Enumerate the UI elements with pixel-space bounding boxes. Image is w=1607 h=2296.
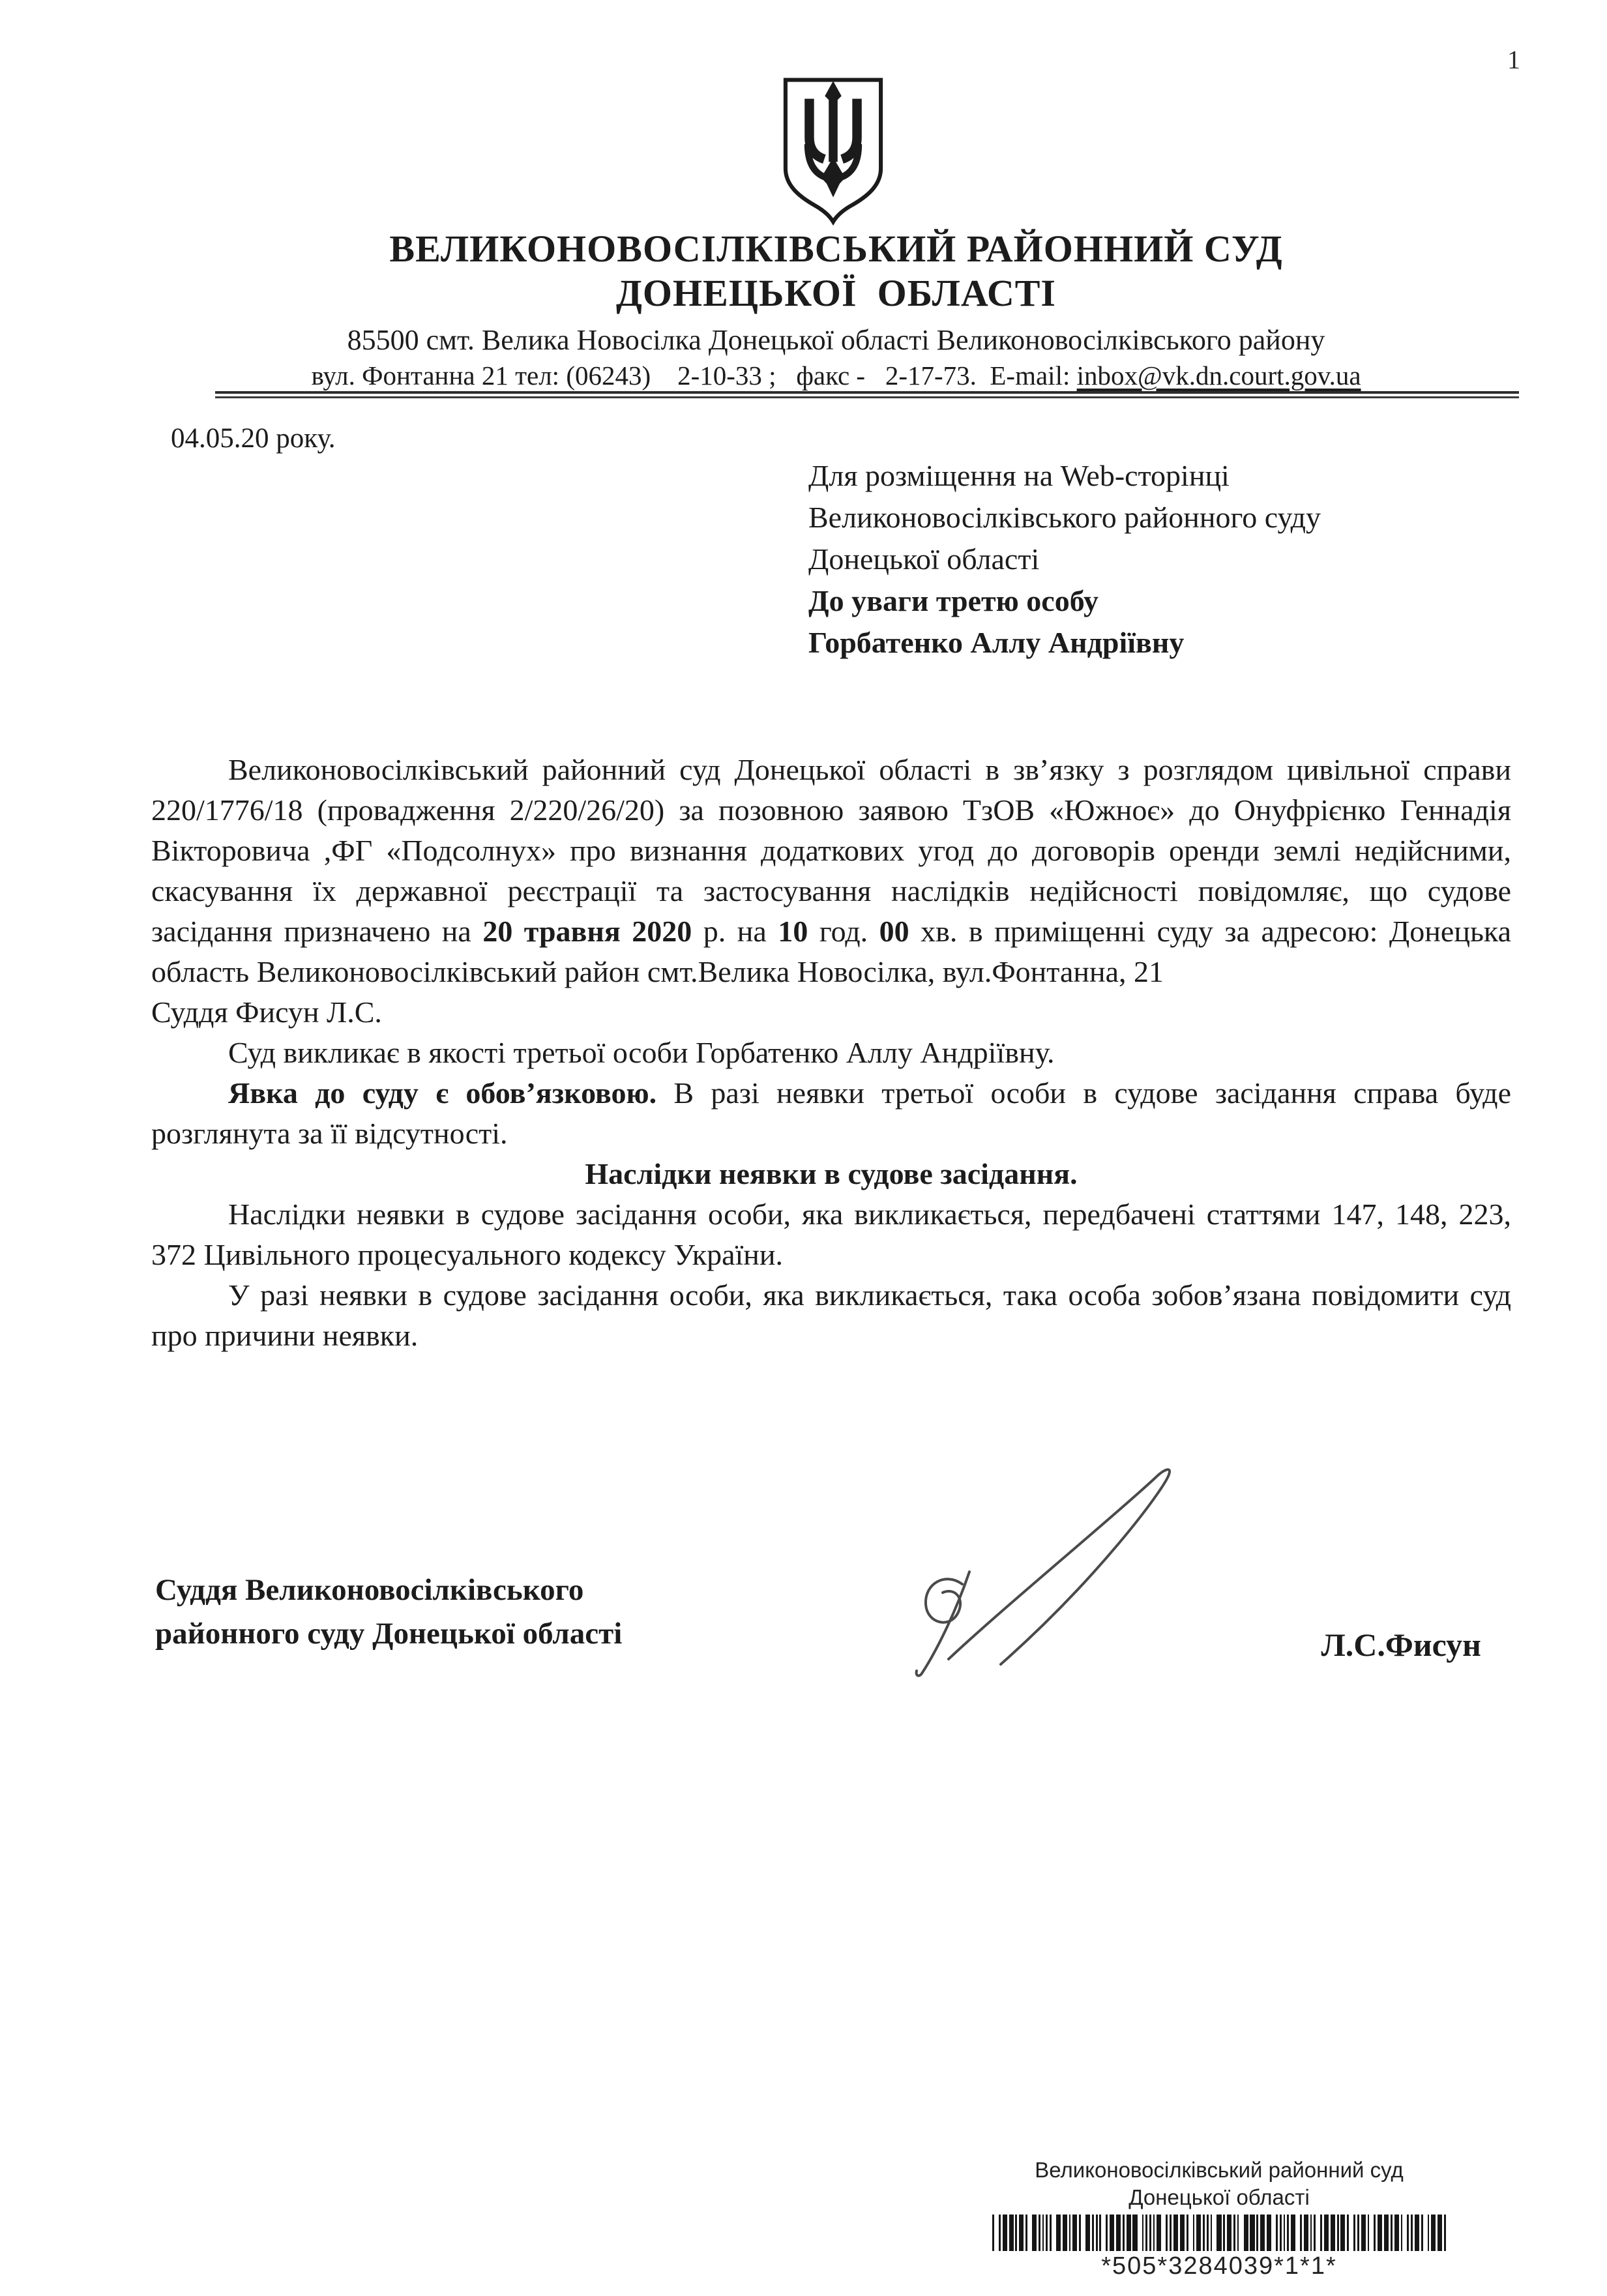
barcode-caption-line1: Великоновосілківський районний суд <box>1035 2158 1404 2182</box>
signature-title-block <box>155 1568 622 1656</box>
court-contacts <box>65 360 1607 391</box>
handwritten-signature <box>900 1444 1239 1679</box>
barcode-value: *505*3284039*1*1* <box>1101 2252 1337 2280</box>
addressee-block <box>808 455 1447 664</box>
body-paragraph-3 <box>151 1073 1511 1154</box>
contacts-text: вул. Фонтанна 21 тел: (06243) 2-10-33 ; факс - 2-17-73. E-mail: <box>311 361 1077 390</box>
ukraine-trident-emblem-icon <box>778 74 889 226</box>
paragraph-run: год. <box>808 915 879 948</box>
section-heading: Наслідки неявки в судове засідання. <box>585 1157 1078 1190</box>
paragraph-run: р. на <box>692 915 778 948</box>
hearing-minute: 00 <box>879 915 909 948</box>
body-paragraph-1 <box>151 750 1511 992</box>
signature-title-line: районного суду Донецької області <box>155 1617 623 1651</box>
signature-title-line: Суддя Великоновосілківського <box>155 1573 584 1607</box>
body-paragraph-2: Суд викликає в якості третьої особи Горбатенко Аллу Андріївну. <box>228 1036 1055 1069</box>
court-email: inbox@vk.dn.court.gov.ua <box>1076 361 1361 390</box>
court-address: 85500 смт. Велика Новосілка Донецької області Великоновосілківського району <box>347 324 1325 356</box>
document-body <box>151 750 1511 1356</box>
body-paragraph-4: Наслідки неявки в судове засідання особи, яка викликається, передбачені статтями 147, 148, 223, 372 Цивільного процесуального кодексу України. <box>151 1198 1511 1271</box>
addressee-line: Донецької області <box>808 542 1040 576</box>
body-paragraph-5: У разі неявки в судове засідання особи, яка викликається, така особа зобов’язана повідомити суд про причини неявки. <box>151 1278 1511 1352</box>
court-name-line1: ВЕЛИКОНОВОСІЛКІВСЬКИЙ РАЙОННИЙ СУД <box>389 228 1283 270</box>
barcode <box>992 2215 1446 2251</box>
header-divider <box>215 391 1519 398</box>
page-number: 1 <box>1507 45 1520 74</box>
attention-line: До уваги третю особу <box>808 584 1098 617</box>
judge-name: Л.С.Фисун <box>1321 1626 1481 1663</box>
document-date: 04.05.20 року. <box>171 423 336 454</box>
paragraph-run: хв. в приміщенні суду за адресою: Донецька область Великоновосілківський район смт.Велика Новосілка, вул.Фонтанна, 21 <box>151 915 1511 988</box>
mandatory-appearance-note: Явка до суду є обов’язковою. <box>228 1076 657 1110</box>
paragraph-run: Великоновосілківський районний суд Донецької області в зв’язку з розглядом цивільної справи 220/1776/18 (провадження 2/220/26/20) за позовною заявою ТзОВ «Южноє» до Онуфрієнко Геннадія Вікторовича ,ФГ «Подсолнух» про визнання додаткових угод до договорів оренди землі недійсними, скасування їх державної реєстрації та застосування наслідків недійсності повідомляє, що судове засідання призначено на <box>151 753 1511 948</box>
hearing-hour: 10 <box>778 915 808 948</box>
barcode-caption-line2: Донецької області <box>1128 2185 1310 2209</box>
paragraph-run: В разі неявки третьої особи в судове засідання справа буде розглянута за її відсутності. <box>151 1076 1511 1150</box>
addressee-line: Великоновосілківського районного суду <box>808 501 1321 534</box>
addressee-line: Для розміщення на Web-сторінці <box>808 459 1230 492</box>
judge-line: Суддя Фисун Л.С. <box>151 995 382 1029</box>
trident-shield-icon <box>778 74 889 226</box>
court-name-line2: ДОНЕЦЬКОЇ ОБЛАСТІ <box>616 272 1056 314</box>
attention-name: Горбатенко Аллу Андріївну <box>808 626 1185 659</box>
hearing-date: 20 травня 2020 <box>482 915 692 948</box>
barcode-block <box>992 2156 1446 2280</box>
